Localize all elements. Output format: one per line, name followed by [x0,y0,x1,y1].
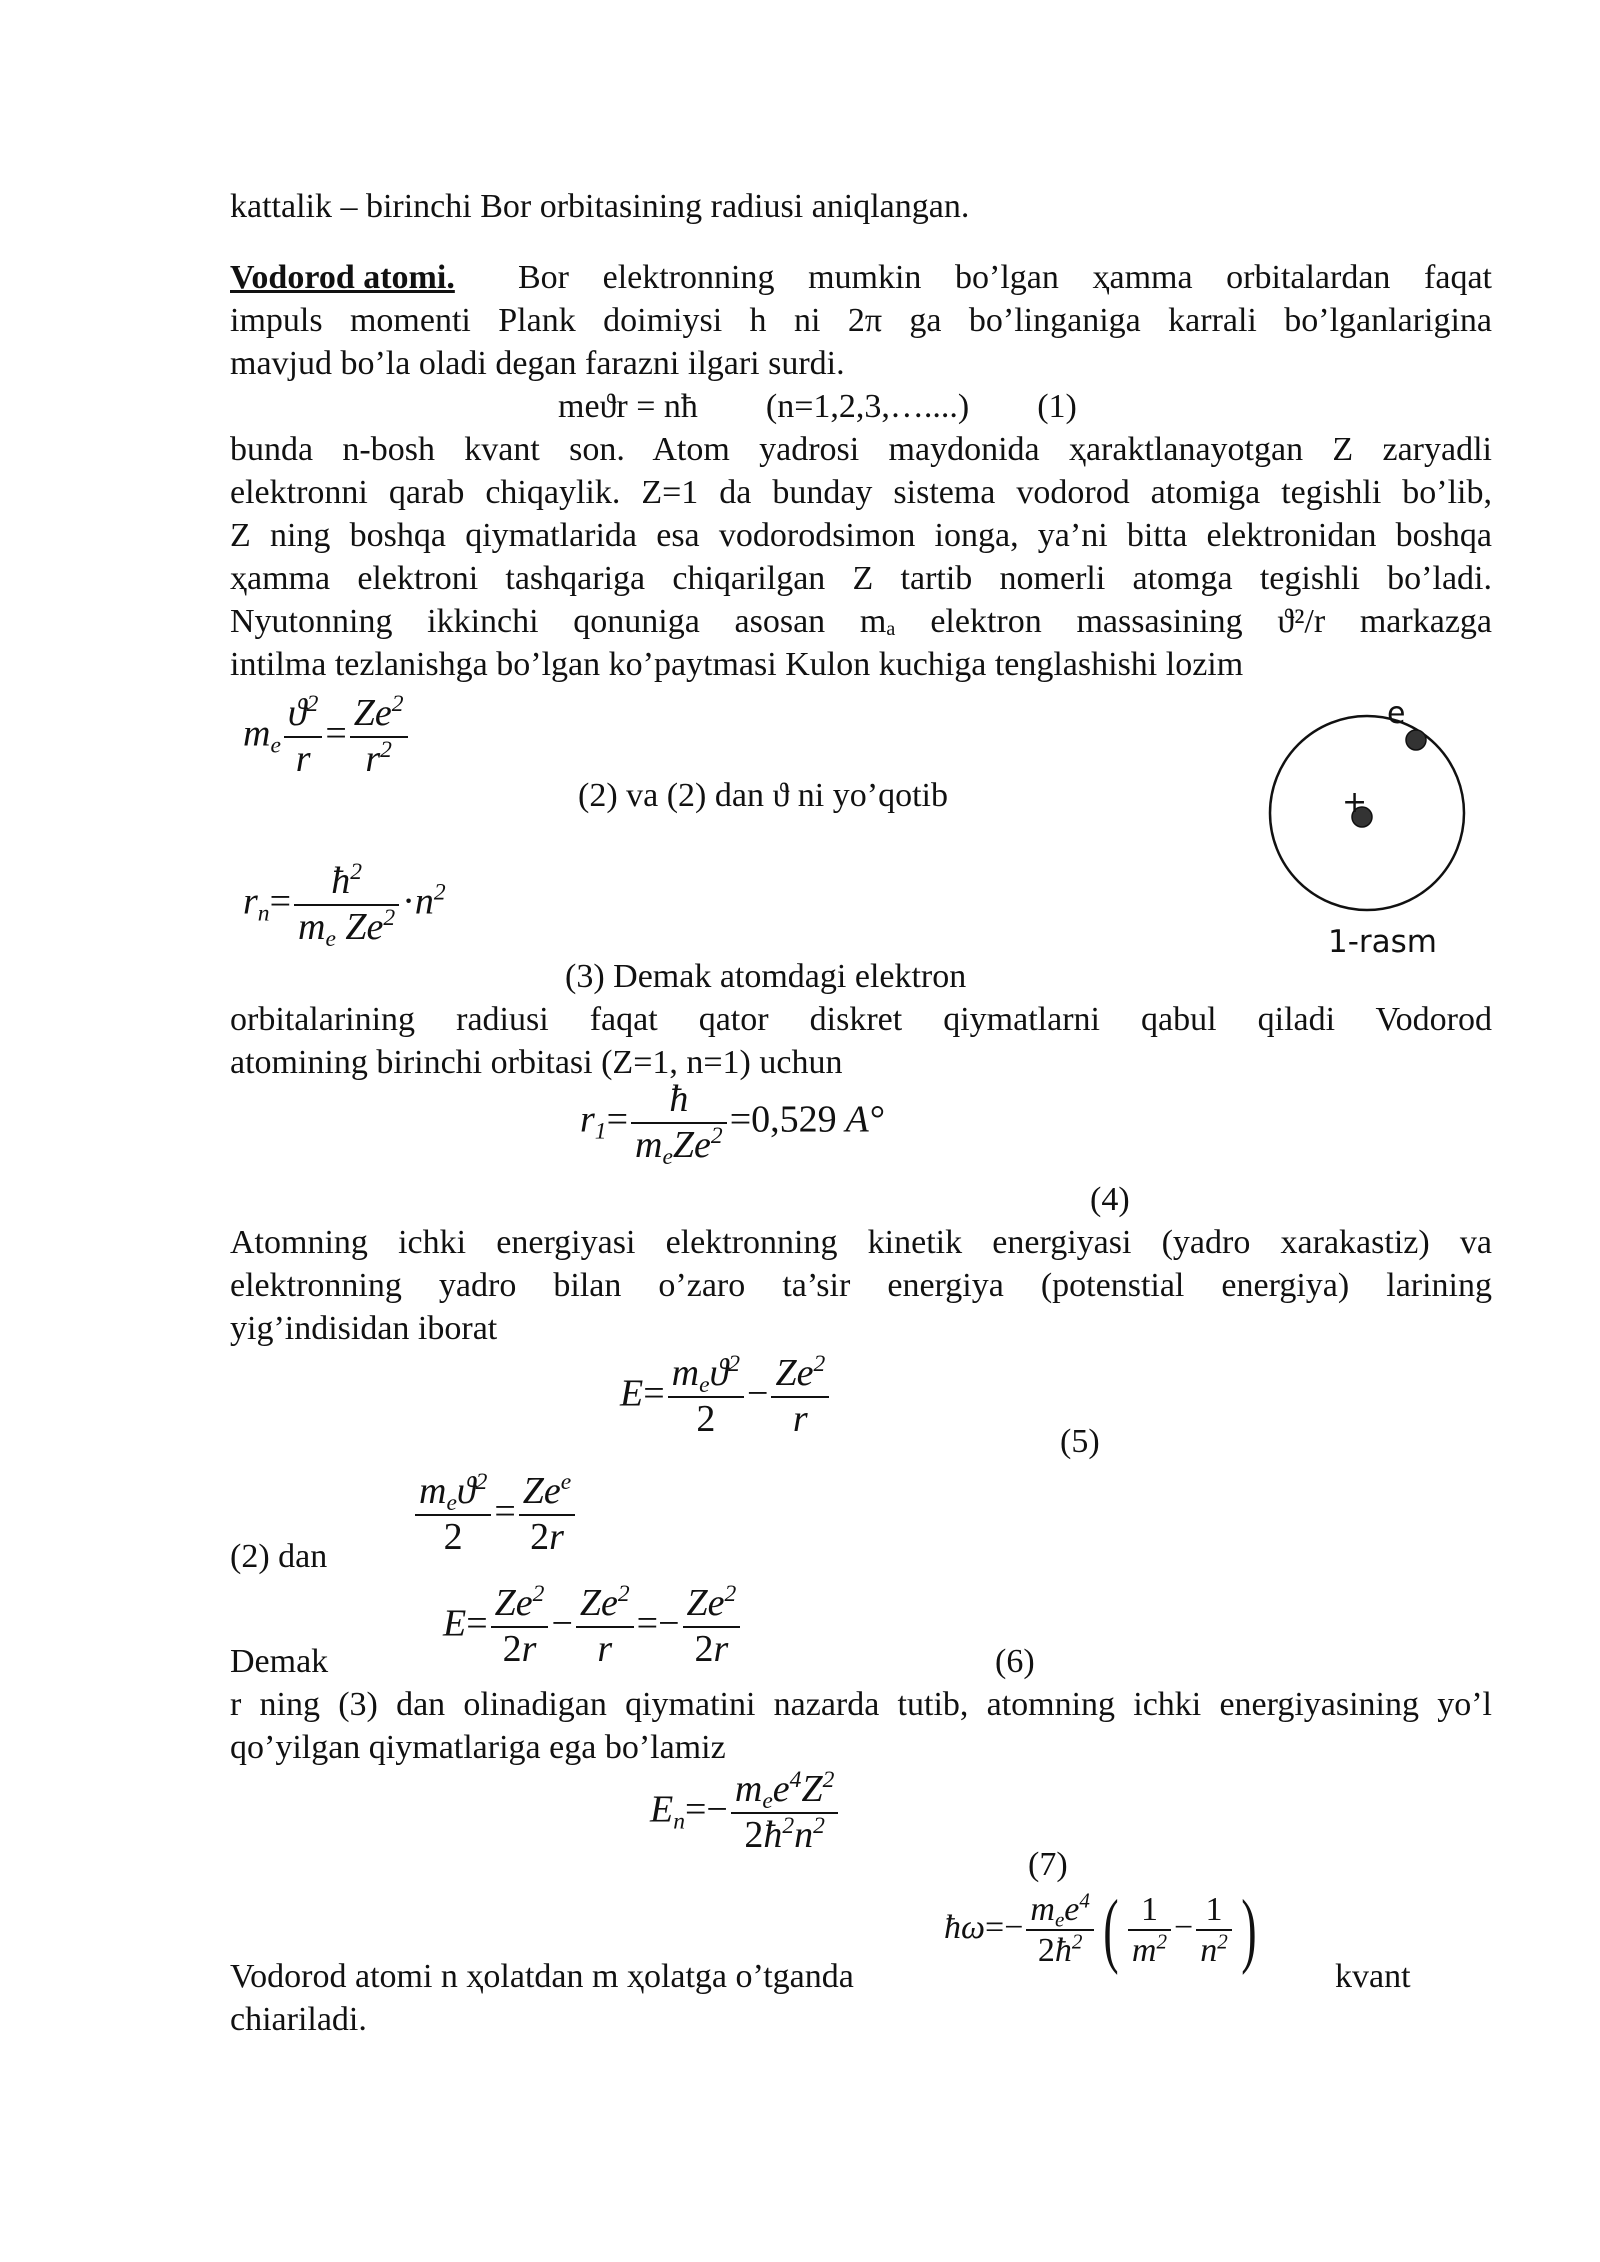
text-line-4: mavjud bo’la oladi degan farazni ilgari surdi. [230,345,845,382]
equation-6: E= $\frac{Ze^2}{2r}$ − $\frac{Ze^2}{r}$ =− $\frac{Ze^2}{2r}$ [443,1582,743,1671]
text-line-11: (2) va (2) dan ϑ ni yo’qotib [578,777,948,814]
text-line-27: kvant [1335,1958,1411,1995]
text-line-2: Bor elektronning mumkin bo’lgan ҳamma orbitalardan faqat [518,259,1492,296]
text-line-23: r ning (3) dan olinadigan qiymatini nazarda tutib, atomning ichki energiyasining yo’l [230,1686,1492,1723]
equation-1: meϑr = nħ (n=1,2,3,…....) (1) [558,388,1077,425]
text-line-21: Demak [230,1643,329,1680]
text-line-12: (3) Demak atomdagi elektron [565,958,967,995]
text-line-3: impuls momenti Plank doimiysi h ni 2π ga bo’linganiga karrali bo’lganlarigina [230,302,1492,339]
equation-5: E= $\frac{m_eϑ^2}{2}$ − $\frac{Ze^2}{r}$ [620,1352,832,1441]
text-line-16: Atomning ichki energiyasi elektronning kinetik energiyasi (yadro xarakastiz) va [230,1224,1492,1261]
equation-2: $m_e$ $\frac{ϑ^2}{r}$ = $\frac{Ze^2}{r^2}$ [243,692,411,781]
figure-caption: 1-rasm [1328,924,1437,960]
section-heading: Vodorod atomi. [230,259,455,296]
r1-value: 0,529 [751,1098,837,1141]
text-line-9: Nyutonning ikkinchi qonuniga asosan mₐ elektron massasining ϑ²/r markazga [230,603,1492,640]
text-line-5: bunda n-bosh kvant son. Atom yadrosi maydonida ҳaraktlanayotgan Z zaryadli [230,431,1492,468]
equation-4: $r_1=$ $\frac{ħ}{m_eZe^2}$ =0,529 A° [580,1078,884,1170]
text-line-1: kattalik – birinchi Bor orbitasining radiusi aniqlangan. [230,188,970,225]
text-line-18: yig’indisidan iborat [230,1310,498,1347]
r1-unit: A° [845,1098,884,1141]
equation-kinetic: $\frac{m_eϑ^2}{2}$ = $\frac{Ze^e}{2r}$ [412,1470,578,1559]
eq4-number: (4) [1090,1181,1130,1218]
text-line-26: Vodorod atomi n ҳolatdan m ҳolatga o’tganda [230,1958,854,1995]
text-line-20: (2) dan [230,1538,328,1575]
text-line-17: elektronning yadro bilan o’zaro ta’sir energiya (potenstial energiya) larining [230,1267,1492,1304]
text-line-6: elektronni qarab chiqaylik. Z=1 da bunday sistema vodorod atomiga tegishli bo’lib, [230,474,1492,511]
electron-label: e [1387,696,1406,731]
text-line-24: qo’yilgan qiymatlariga ega bo’lamiz [230,1729,726,1766]
electron-dot [1406,730,1426,750]
eq7-number: (7) [1028,1846,1068,1883]
text-line-8: ҳamma elektroni tashqariga chiqarilgan Z tartib nomerli atomga tegishli bo’ladi. [230,560,1492,597]
equation-7: $E_n=-$ $\frac{m_ee^4Z^2}{2ħ^2n^2}$ [650,1768,841,1857]
text-line-7: Z ning boshqa qiymatlarida esa vodorodsimon ionga, ya’ni bitta elektronidan boshqa [230,517,1492,554]
text-line-13: orbitalarining radiusi faqat qator diskret qiymatlarni qabul qiladi Vodorod [230,1001,1492,1038]
eq5-number: (5) [1060,1423,1100,1460]
text-line-10: intilma tezlanishga bo’lgan ko’paytmasi Kulon kuchiga tenglashishi lozim [230,646,1244,683]
text-line-28: chiariladi. [230,2001,367,2038]
eq6-number: (6) [995,1643,1035,1680]
text-line-14: atomining birinchi orbitasi (Z=1, n=1) uchun [230,1044,843,1081]
equation-transition: ħω=− $\frac{m_ee^4}{2ħ^2}$ ( $\frac{1}{m^2}$ − $\frac{1}{n^2}$ ) [944,1883,1257,1976]
nucleus-label: + [1342,785,1368,820]
equation-3: $r_n=$ $\frac{ħ^2}{m_e Ze^2}$ $\cdot n^2$ [243,858,446,952]
